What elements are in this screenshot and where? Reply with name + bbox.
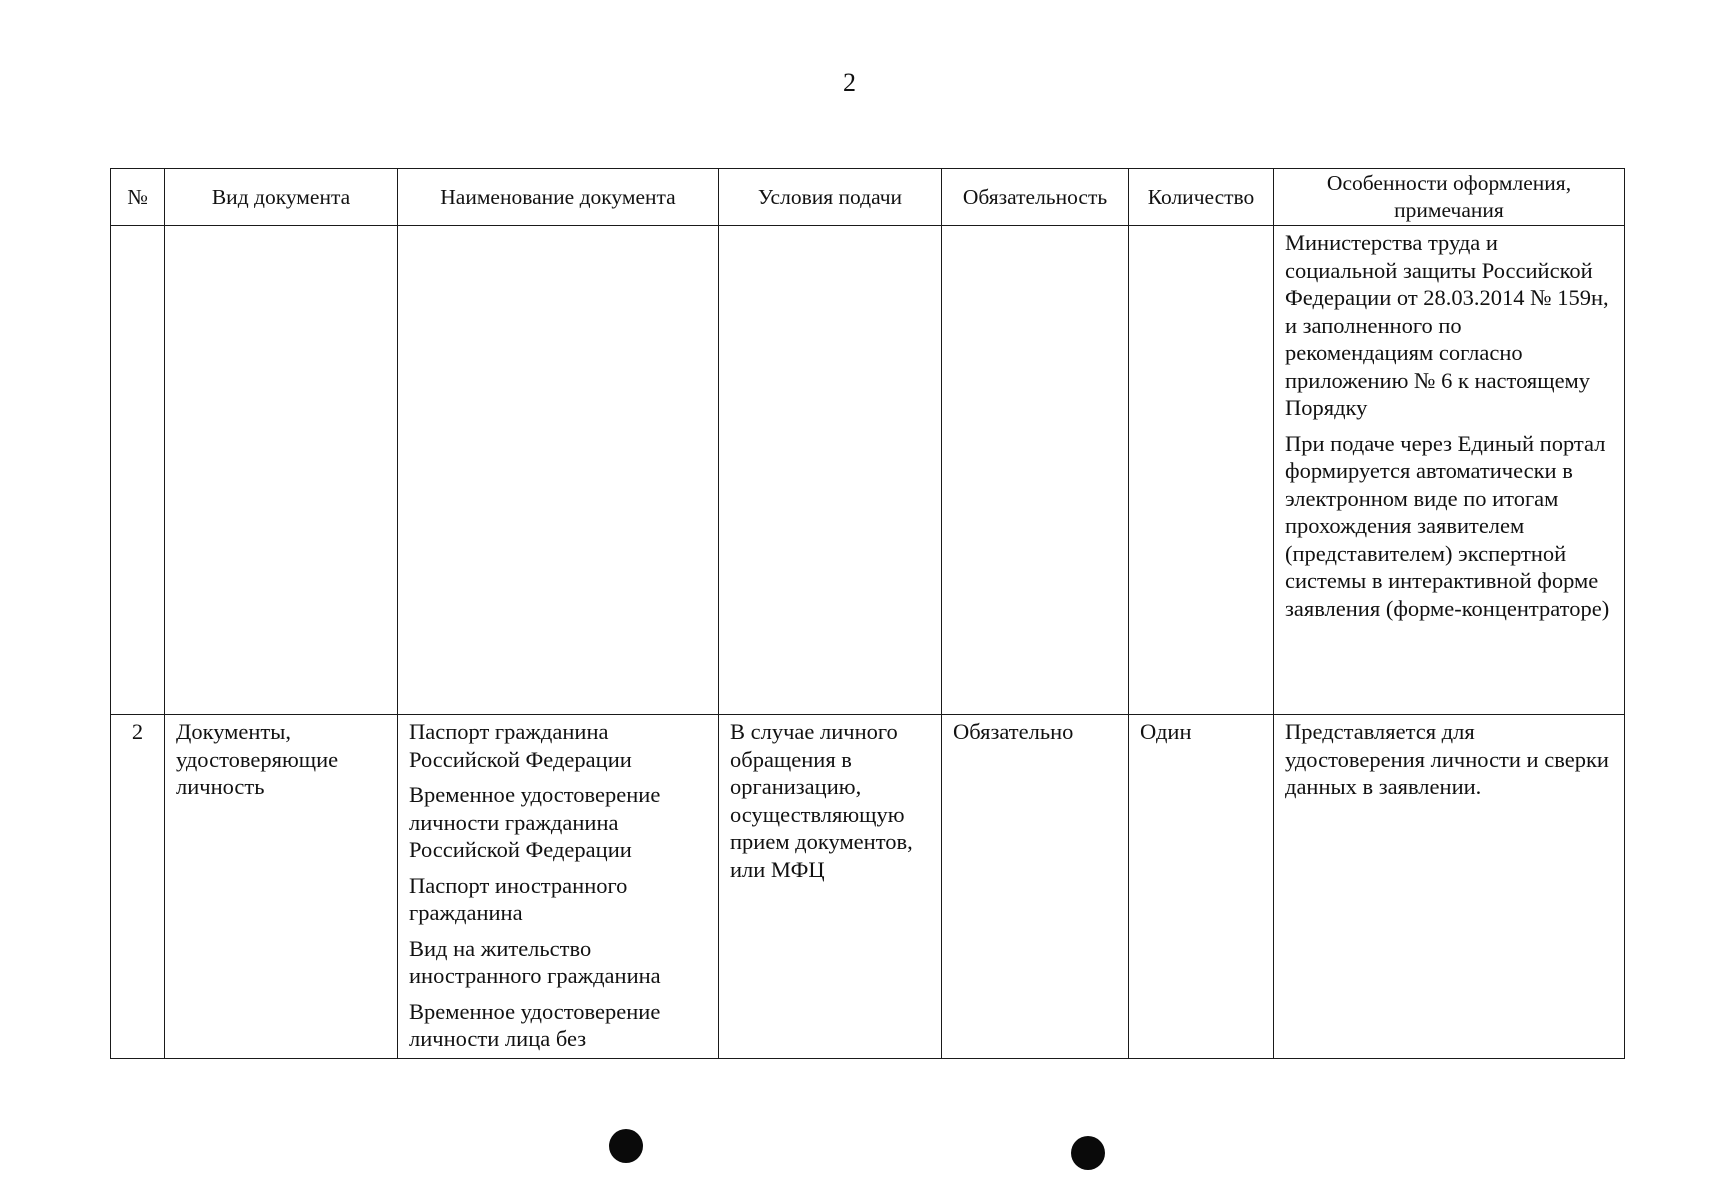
- cell-conditions: [719, 715, 942, 1059]
- doc-name-item: Паспорт иностранного гражданина: [409, 872, 628, 925]
- cell-doc-type: [165, 715, 398, 1059]
- header-doc-type: Вид документа: [165, 169, 398, 226]
- table-header-row: [111, 169, 1625, 226]
- cell-quantity: [1129, 226, 1274, 715]
- notes-text: Представляется для удостоверения личности и сверки данных в заявлении.: [1285, 719, 1609, 799]
- punch-hole-left: [609, 1129, 643, 1163]
- cell-quantity: [1129, 715, 1274, 1059]
- header-conditions: Условия подачи: [719, 169, 942, 226]
- cell-doc-name: [398, 226, 719, 715]
- header-number: №: [111, 169, 165, 226]
- table-row: [111, 226, 1625, 715]
- table-row: [111, 715, 1625, 1059]
- quantity-text: Один: [1140, 719, 1192, 744]
- obligation-text: Обязательно: [953, 719, 1074, 744]
- cell-obligation: [942, 715, 1129, 1059]
- header-notes: Особенности оформления, примечания: [1274, 169, 1625, 226]
- doc-type-text: Документы, удостоверяющие личность: [176, 719, 339, 799]
- cell-number: [111, 715, 165, 1059]
- punch-hole-right: [1071, 1136, 1105, 1170]
- doc-name-item: Временное удостоверение личности гражданина Российской Федерации: [409, 782, 661, 862]
- note-paragraph: При подаче через Единый портал формируется автоматически в электронном виде по итогам прохождения заявителем (представителем) экспертной системы в интерактивной форме заявления (форме-концентраторе): [1285, 430, 1610, 621]
- doc-name-item: Паспорт гражданина Российской Федерации: [409, 719, 632, 772]
- doc-name-item: Вид на жительство иностранного гражданина: [409, 935, 661, 988]
- header-obligation: Обязательность: [942, 169, 1129, 226]
- documents-table: [110, 168, 1625, 1059]
- header-quantity: Количество: [1129, 169, 1274, 226]
- conditions-text: В случае личного обращения в организацию, осуществляющую прием документов, или МФЦ: [730, 719, 913, 882]
- cell-obligation: [942, 226, 1129, 715]
- header-doc-name: Наименование документа: [398, 169, 719, 226]
- cell-notes: [1274, 226, 1625, 715]
- note-paragraph: Министерства труда и социальной защиты Российской Федерации от 28.03.2014 № 159н, и заполненного по рекомендациям согласно приложению № 6 к настоящему Порядку: [1285, 230, 1609, 420]
- cell-notes: [1274, 715, 1625, 1059]
- cell-conditions: [719, 226, 942, 715]
- row-number: 2: [131, 719, 144, 744]
- page-number: 2: [843, 68, 856, 97]
- cell-doc-type: [165, 226, 398, 715]
- doc-name-item: Временное удостоверение личности лица без: [409, 998, 661, 1051]
- cell-number: [111, 226, 165, 715]
- cell-doc-name: [398, 715, 719, 1059]
